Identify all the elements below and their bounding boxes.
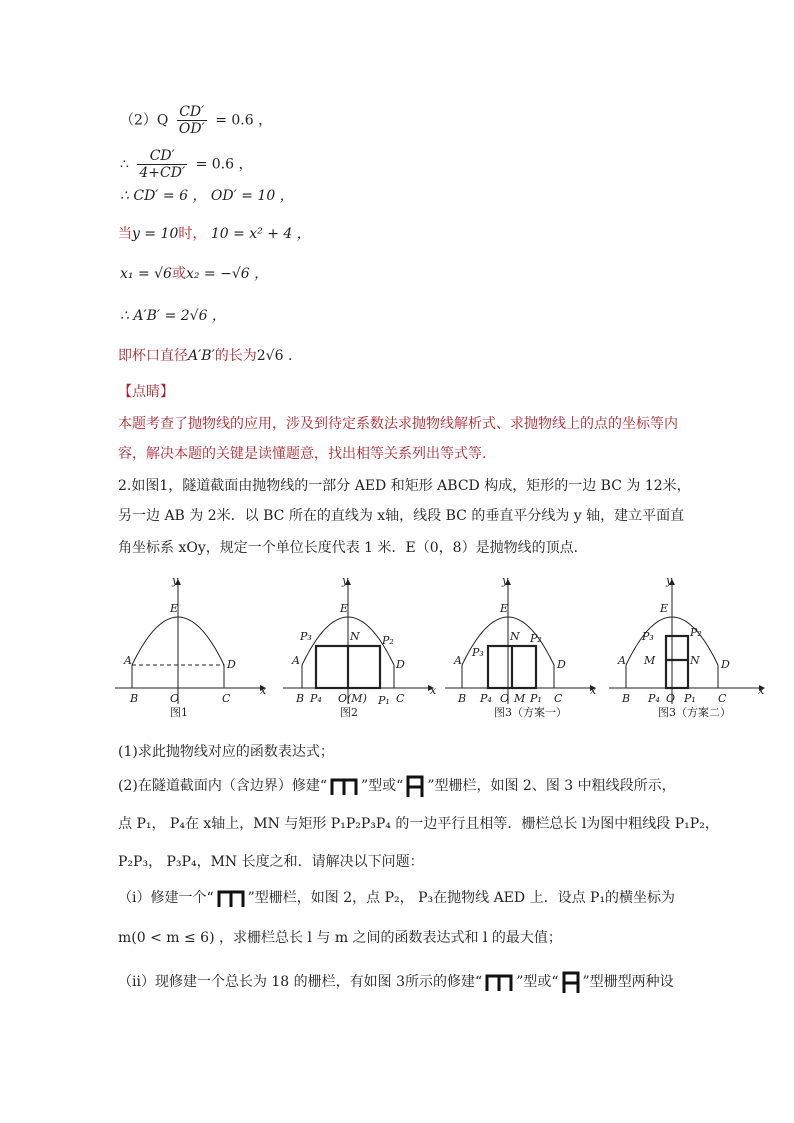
label-N: N <box>350 630 360 643</box>
label-D: D <box>721 658 730 671</box>
step-label: （2）Q <box>120 112 169 129</box>
question-2i-line-1 <box>118 888 675 908</box>
figure-1 <box>115 574 267 719</box>
label-O: O <box>170 692 180 705</box>
pi-shaped-fence-icon <box>484 972 514 992</box>
label-C: C <box>718 692 727 705</box>
question-2-line-2: 点 P₁， P₄在 x轴上，MN 与矩形 P₁P₂P₃P₄ 的一边平行且相等．栅栏总长 l为图中粗线段 P₁P₂， <box>118 816 719 832</box>
question-2-line-1 <box>118 774 676 798</box>
label-N: N <box>510 630 520 643</box>
label-A: A <box>292 654 300 667</box>
ratio-fraction <box>177 104 207 137</box>
answer-math: 2√6 . <box>256 348 293 364</box>
problem-text-2: 另一边 AB 为 2米．以 BC 所在的直线为 x轴，线段 BC 的垂直平分线为 y 轴，建立平面直 <box>118 508 685 524</box>
label-A: A <box>618 654 626 667</box>
solution-line-1 <box>120 104 272 137</box>
question-2i-text-a: （ⅰ）修建一个“ <box>118 890 214 906</box>
question-2-text-a: (2)在隧道截面内（含边界）修建“ <box>118 778 327 794</box>
equation-rhs: = 0.6 ， <box>195 156 253 173</box>
figure-row <box>110 574 770 724</box>
question-1: (1)求此抛物线对应的函数表达式； <box>118 744 334 760</box>
solution-line-7 <box>118 346 292 366</box>
question-2i-line-2: m(0 < m ≤ 6) ，求栅栏总长 l 与 m 之间的函数表达式和 l 的最大值； <box>118 930 562 946</box>
segment-math: A′B′ <box>188 348 215 364</box>
label-y: y <box>172 574 179 587</box>
question-2ii-text-b: ”型或“ <box>516 974 559 990</box>
label-A: A <box>124 654 132 667</box>
solution-line-6: ∴ A′B′ = 2√6 ， <box>120 308 226 324</box>
label-P2: P₂ <box>382 634 394 647</box>
or-text: 或 <box>171 266 186 282</box>
when-text: 当 <box>118 226 132 242</box>
label-y: y <box>666 574 673 587</box>
fraction-numerator: CD′ <box>177 104 207 121</box>
solution-line-5 <box>120 264 268 284</box>
label-P1: P₁ <box>530 692 542 705</box>
solution-line-3: ∴ CD′ = 6 ， OD′ = 10 ， <box>120 188 294 204</box>
figure-3b <box>609 574 765 719</box>
fraction-numerator: CD′ <box>137 148 187 165</box>
label-C: C <box>396 692 405 705</box>
label-E: E <box>660 602 669 615</box>
label-P4: P₄ <box>480 692 492 705</box>
root-2: x₂ = −√6 ， <box>185 266 269 282</box>
equation-rhs: = 0.6 ， <box>215 112 273 129</box>
label-M: M <box>514 692 526 705</box>
figure-2 <box>283 574 437 719</box>
label-P4: P₄ <box>310 692 322 705</box>
label-O: O <box>500 692 510 705</box>
caption-fig1: 图1 <box>170 706 188 719</box>
label-C: C <box>554 692 563 705</box>
label-P3: P₃ <box>472 646 484 659</box>
label-x: x <box>260 684 267 697</box>
label-O-M: O(M) <box>338 692 367 705</box>
caption-fig3b: 图3（方案二） <box>658 706 731 719</box>
question-2ii-text-c: ”型栅型两种设 <box>582 974 674 990</box>
ratio-fraction <box>137 148 187 181</box>
label-P4: P₄ <box>648 692 660 705</box>
question-2ii-text-a: （ⅱ）现修建一个总长为 18 的栅栏，有如图 3所示的修建“ <box>118 974 483 990</box>
label-x: x <box>430 684 437 697</box>
caption-fig2: 图2 <box>340 706 358 719</box>
therefore-symbol: ∴ <box>120 156 129 173</box>
comment-text-1: 本题考查了抛物线的应用，涉及到待定系数法求抛物线解析式、求抛物线上的点的坐标等内 <box>118 416 678 432</box>
label-x: x <box>590 684 597 697</box>
fraction-denominator: 4+CD′ <box>139 165 186 181</box>
figure-3a <box>445 574 597 719</box>
root-1: x₁ = √6 <box>120 266 172 282</box>
label-B: B <box>458 692 467 705</box>
label-A: A <box>454 654 462 667</box>
label-P1: P₁ <box>378 694 390 707</box>
condition-math: y = 10 <box>132 226 179 242</box>
label-P3: P₃ <box>300 630 312 643</box>
conclusion-text: 即杯口直径 <box>118 348 188 364</box>
label-D: D <box>227 658 236 671</box>
label-M: M <box>644 654 656 667</box>
label-C: C <box>222 692 231 705</box>
question-2-line-3: P₂P₃， P₃P₄，MN 长度之和．请解决以下问题： <box>118 854 424 870</box>
pi-shaped-fence-icon <box>329 776 359 796</box>
label-x: x <box>758 684 765 697</box>
solution-line-2 <box>120 148 253 181</box>
problem-text-1: 2.如图1，隧道截面由抛物线的一部分 AED 和矩形 ABCD 构成，矩形的一边 BC 为 12米， <box>118 478 691 494</box>
fraction-denominator: OD′ <box>178 121 205 137</box>
h-shaped-fence-icon <box>561 970 581 994</box>
label-O: O <box>666 692 676 705</box>
label-P3: P₃ <box>642 630 654 643</box>
label-D: D <box>557 658 566 671</box>
label-E: E <box>170 602 179 615</box>
h-shaped-fence-icon <box>405 774 425 798</box>
comment-heading: 【点睛】 <box>118 384 174 400</box>
label-y: y <box>342 574 349 587</box>
label-N: N <box>690 654 700 667</box>
label-y: y <box>502 574 509 587</box>
question-2-text-c: ”型栅栏，如图 2、图 3 中粗线段所示， <box>427 778 676 794</box>
label-B: B <box>130 692 139 705</box>
label-P2: P₂ <box>690 626 702 639</box>
problem-text-3: 角坐标系 xOy，规定一个单位长度代表 1 米．E（0，8）是抛物线的顶点． <box>118 540 588 556</box>
question-2ii-line-1 <box>118 970 674 994</box>
label-P1: P₁ <box>684 692 696 705</box>
solution-line-4 <box>118 224 311 244</box>
label-B: B <box>622 692 631 705</box>
label-B: B <box>296 692 305 705</box>
equation-math: 10 = x² + 4 ， <box>210 226 311 242</box>
question-2-text-b: ”型或“ <box>361 778 404 794</box>
question-2i-text-b: ”型栅栏，如图 2，点 P₂， P₃在抛物线 AED 上．设点 P₁的横坐标为 <box>247 890 676 906</box>
label-D: D <box>396 658 405 671</box>
pi-shaped-fence-icon <box>216 888 246 908</box>
label-E: E <box>340 602 349 615</box>
conclusion-text-2: 的长为 <box>214 348 257 364</box>
comment-text-2: 容，解决本题的关键是读懂题意，找出相等关系列出等式等. <box>118 446 487 462</box>
when-suffix: 时， <box>178 226 207 242</box>
label-E: E <box>500 602 509 615</box>
label-P2: P₂ <box>530 632 542 645</box>
caption-fig3a: 图3（方案一） <box>494 706 567 719</box>
